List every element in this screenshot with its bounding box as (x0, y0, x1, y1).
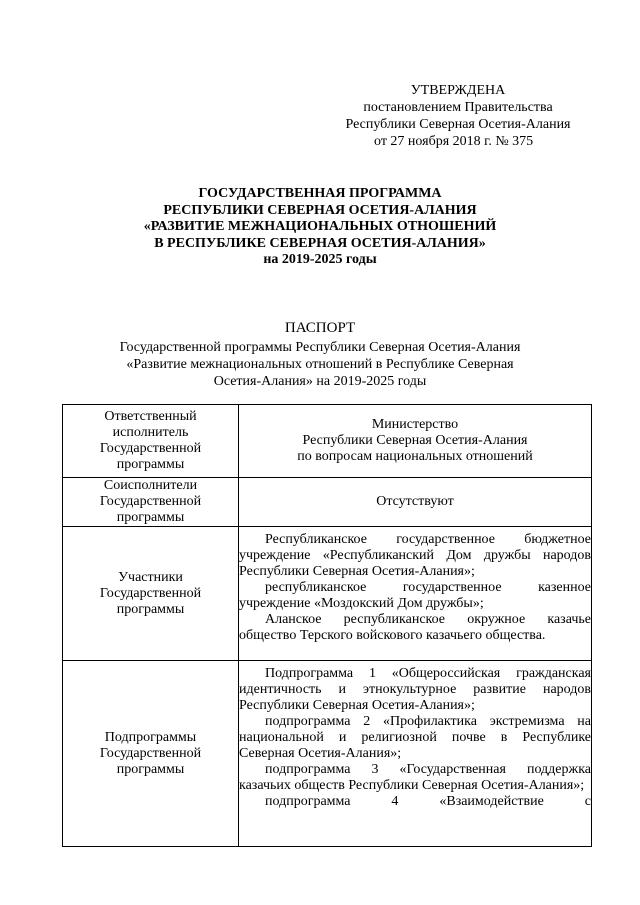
passport-subtitle-3: Осетия-Алания» на 2019-2025 годы (213, 374, 427, 389)
row-value-participants: Республиканское государственное бюджетное учреждение «Республиканский Дом дружбы народов Республики Северная Осетия-Алания»; республиканское государственное казенное учреждение «Моздокский Дом дружбы»; Аланское республиканское окружное казачье общество Терского войскового казачьего общества. (239, 527, 592, 661)
approval-date: от 27 ноября 2018 г. № 375 (374, 134, 534, 149)
title-line-3: «РАЗВИТИЕ МЕЖНАЦИОНАЛЬНЫХ ОТНОШЕНИЙ (143, 219, 497, 234)
row-label-participants: Участники Государственной программы (63, 527, 239, 661)
document-title (98, 186, 542, 269)
row-label-subprograms: Подпрограммы Государственной программы (63, 661, 239, 847)
row-label-coexecutors: Соисполнители Государственной программы (63, 478, 239, 527)
passport-heading (100, 320, 540, 390)
table-row (63, 661, 592, 847)
approval-authority: Республики Северная Осетия-Алания (345, 117, 571, 132)
passport-subtitle-1: Государственной программы Республики Северная Осетия-Алания (119, 340, 521, 355)
passport-table (62, 404, 592, 847)
passport-title: ПАСПОРТ (284, 320, 356, 336)
title-line-1: ГОСУДАРСТВЕННАЯ ПРОГРАММА (198, 186, 442, 201)
title-years: на 2019-2025 годы (263, 252, 377, 267)
passport-subtitle-2: «Развитие межнациональных отношений в Республике Северная (126, 357, 514, 372)
row-value-coexecutors: Отсутствуют (239, 478, 592, 527)
approval-heading: УТВЕРЖДЕНА (410, 83, 506, 98)
approval-stamp (330, 82, 586, 150)
title-line-4: В РЕСПУБЛИКЕ СЕВЕРНАЯ ОСЕТИЯ-АЛАНИЯ» (154, 235, 486, 251)
table-row (63, 527, 592, 661)
table-row (63, 478, 592, 527)
approval-by: постановлением Правительства (363, 100, 553, 115)
row-value-responsible: Министерство Республики Северная Осетия-Алания по вопросам национальных отношений (239, 405, 592, 478)
row-label-responsible: Ответственный исполнитель Государственной программы (63, 405, 239, 478)
row-value-subprograms: Подпрограмма 1 «Общероссийская гражданская идентичность и этнокультурное развитие народов Республики Северная Осетия-Алания»; подпрограмма 2 «Профилактика экстремизма на национальной и религиозной почве в Республике Северная Осетия-Алания»; подпрограмма 3 «Государственная поддержка казачьих обществ Республики Северная Осетия-Алания»; подпрограмма 4 «Взаимодействие с (239, 661, 592, 847)
table-row (63, 405, 592, 478)
title-line-2: РЕСПУБЛИКИ СЕВЕРНАЯ ОСЕТИЯ-АЛАНИЯ (163, 202, 477, 218)
